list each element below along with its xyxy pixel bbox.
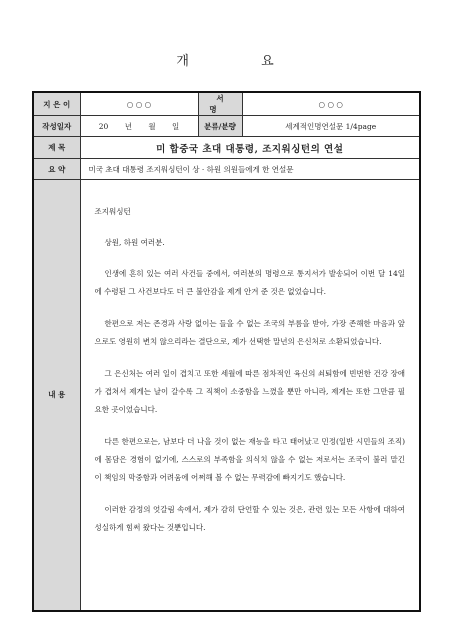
summary-value: 미국 초대 대통령 조지워싱턴이 상 · 하원 의원들에게 한 연설문 xyxy=(80,159,420,180)
content-label: 내 용 xyxy=(33,180,80,611)
summary-form xyxy=(32,91,421,612)
paragraph-4: 다른 한편으로는, 남보다 더 나을 것이 없는 재능을 타고 태어났고 민정(일반 시민들의 조직)에 몸담은 경험이 없기에, 스스로의 부족함을 의식치 않을 수 없는 저로서는 조국이 불러 맡긴 이 책임의 막중함과 어려움에 어쩌해 볼 수 없는 무력감에 빠지기도 했습니다. xyxy=(94,437,405,482)
paragraph-1: 인생에 흔히 있는 여러 사건들 중에서, 여러분의 명령으로 통지서가 발송되어 이번 달 14일에 수령된 그 사건보다도 더 큰 불안감을 제게 안겨 준 것은 없었습니다. xyxy=(94,269,405,296)
book-title-value: ○ ○ ○ xyxy=(242,92,420,116)
author-label: 지 은 이 xyxy=(33,92,80,116)
paragraph-2: 한편으로 저는 존경과 사랑 없이는 들을 수 없는 조국의 부름을 받아, 가장 존해한 마음과 앞으로도 영원히 변치 않으리라는 결단으로, 제가 선택한 말년의 은신처로 소환되었습니다. xyxy=(94,319,405,346)
category-value: 세계적인명연설문 1/4page xyxy=(242,116,420,137)
author-value: ○ ○ ○ xyxy=(80,92,198,116)
summary-label: 요 약 xyxy=(33,159,80,180)
subject-label: 제 목 xyxy=(33,137,80,159)
date-label: 작성일자 xyxy=(33,116,80,137)
category-label: 분류/분량 xyxy=(198,116,242,137)
greeting: 상원, 하원 여러분. xyxy=(104,238,165,247)
content-body xyxy=(80,180,420,611)
document-title: 개 요 xyxy=(176,54,308,69)
book-title-label: 서 명 xyxy=(198,92,242,116)
subject-value: 미 합중국 초대 대통령, 조지워싱턴의 연설 xyxy=(80,137,420,159)
addressee: 조지워싱턴 xyxy=(94,207,131,216)
paragraph-3: 그 은신처는 여러 일이 겹치고 또한 세월에 따른 점차적인 육신의 쇠퇴함에 빈번한 건강 장애가 겹쳐서 제게는 날이 갈수록 그 직책이 소중함을 느꼈을 뿐만 아니라, 제게는 또한 그만큼 필요한 곳이었습니다. xyxy=(94,369,405,414)
paragraph-5: 이러한 감정의 엇갈림 속에서, 제가 감히 단언할 수 있는 것은, 관련 있는 모든 사항에 대하여 성실하게 힘써 왔다는 것뿐입니다. xyxy=(94,505,405,532)
date-value: 20 년 월 일 xyxy=(80,116,198,137)
